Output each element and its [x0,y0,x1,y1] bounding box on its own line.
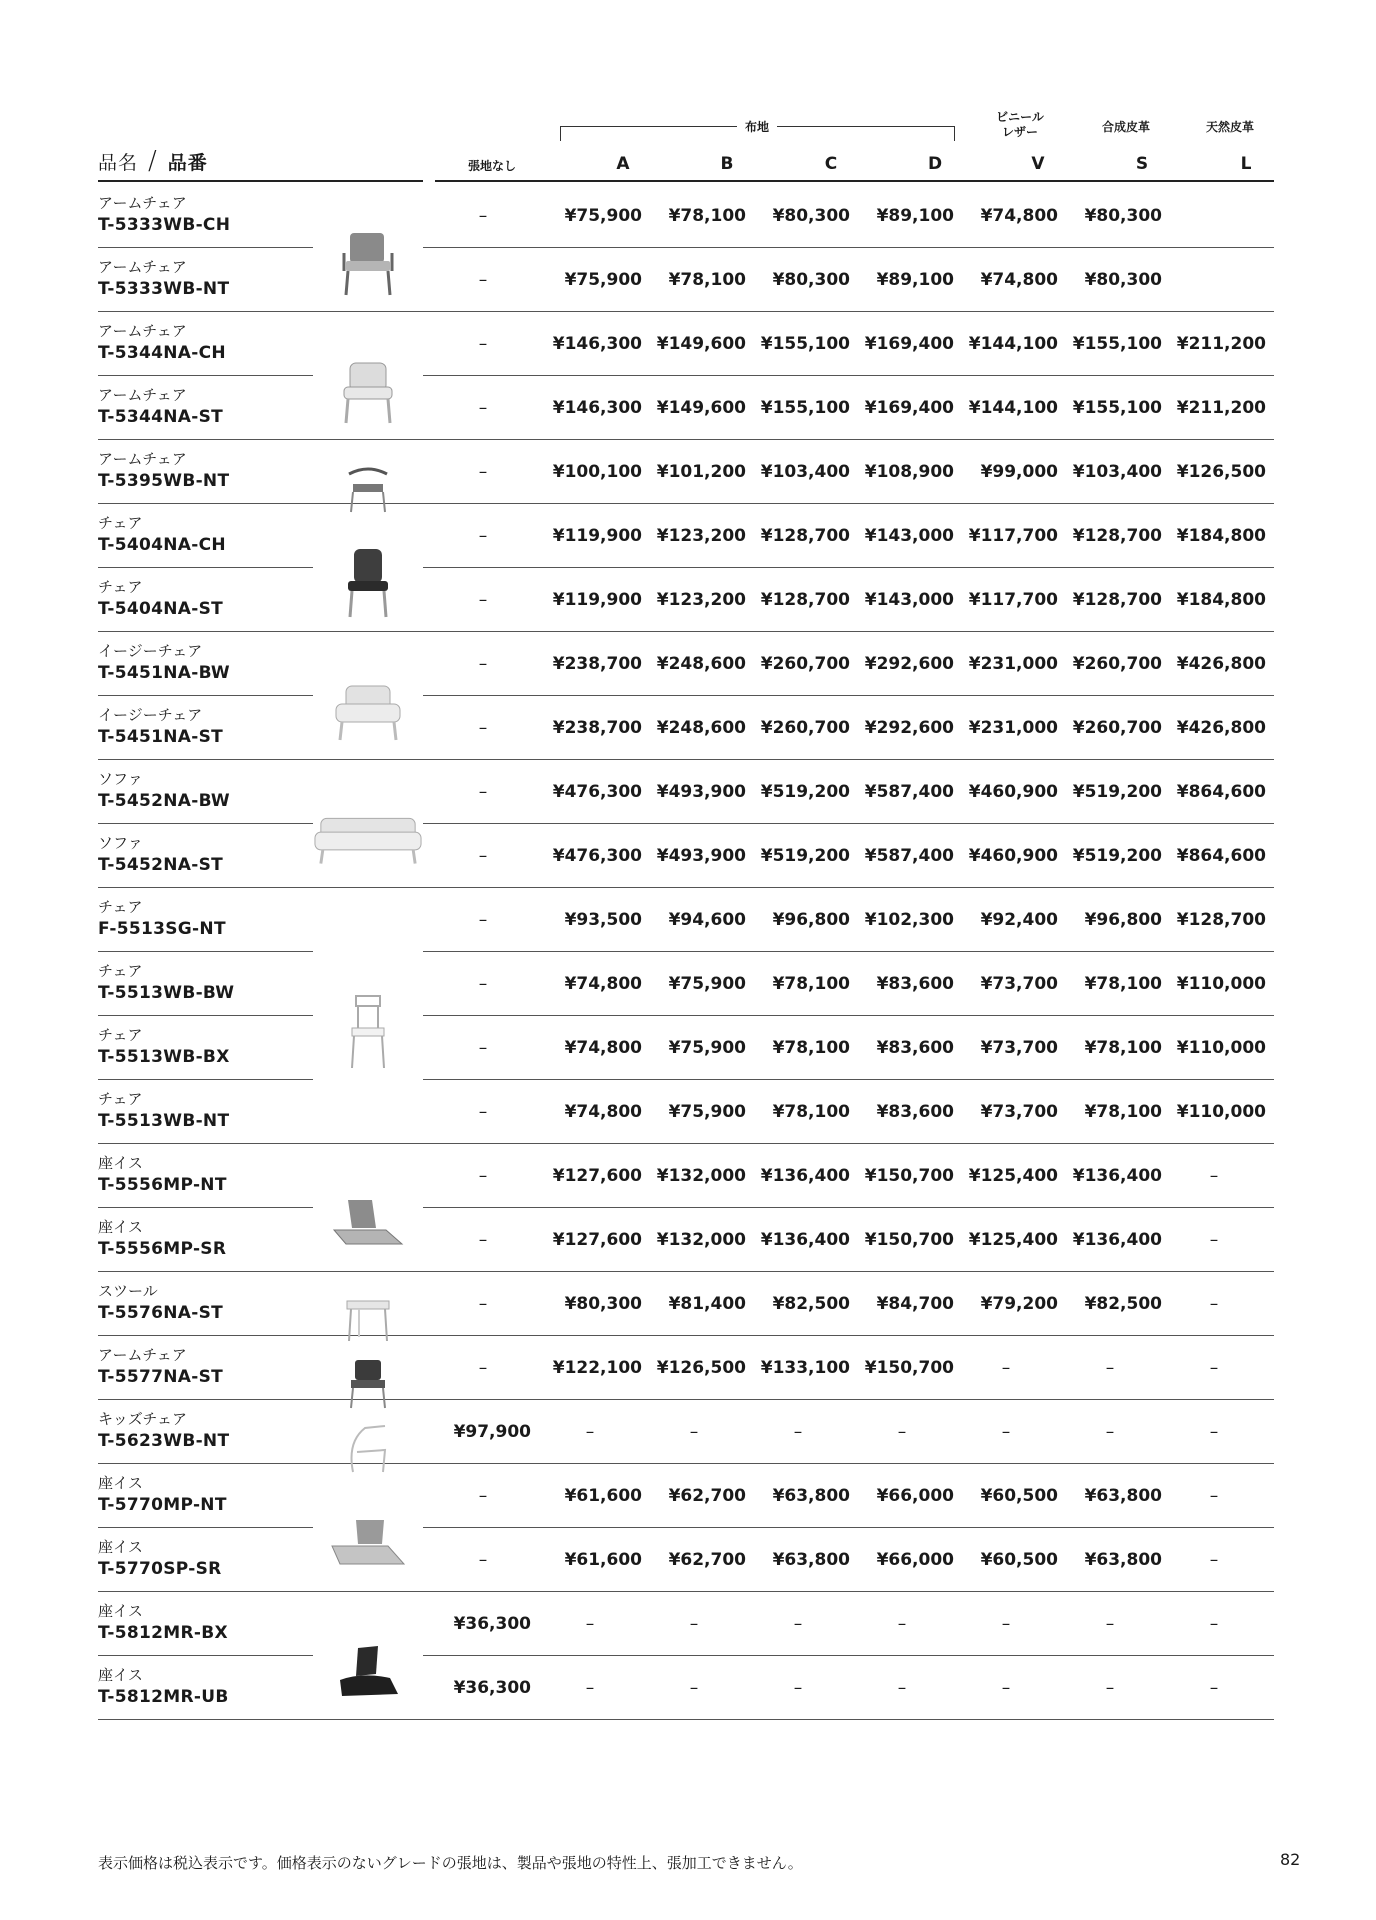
price-c: ¥63,800 [772,1550,850,1570]
price-a: ¥122,100 [552,1358,642,1378]
armchair-5344-image [313,328,423,456]
price-d: ¥83,600 [876,974,954,994]
price-l: – [1209,1422,1219,1442]
price-a: ¥80,300 [564,1294,642,1314]
easychair-5451-image [313,648,423,776]
col-none: 張地なし [467,159,516,173]
product-code: T-5576NA-ST [98,1303,224,1323]
product-kind: チェア [98,578,143,596]
page-title [98,146,208,176]
product-kind: 座イス [98,1538,143,1556]
price-none: – [478,1230,488,1250]
col-d: D [927,154,943,174]
product-code: T-5513WB-BW [98,983,235,1003]
product-code: T-5623WB-NT [98,1431,230,1451]
price-d: ¥83,600 [876,1102,954,1122]
product-kind: アームチェア [98,194,187,212]
product-code: T-5333WB-NT [98,279,230,299]
price-v: ¥125,400 [968,1166,1058,1186]
product-kind: チェア [98,1026,143,1044]
product-kind: イージーチェア [98,706,203,724]
product-kind: 座イス [98,1666,143,1684]
price-c: ¥136,400 [760,1230,850,1250]
product-code: T-5770SP-SR [98,1559,222,1579]
price-b: ¥62,700 [668,1550,746,1570]
product-kind: チェア [98,1090,143,1108]
price-none: – [478,1102,488,1122]
price-s: ¥519,200 [1072,846,1162,866]
product-kind: アームチェア [98,258,187,276]
price-c: ¥96,800 [772,910,850,930]
price-c: ¥80,300 [772,270,850,290]
price-d: ¥150,700 [864,1358,954,1378]
price-b: ¥126,500 [656,1358,746,1378]
price-l: ¥864,600 [1176,782,1266,802]
price-b: ¥81,400 [668,1294,746,1314]
price-none: – [478,1294,488,1314]
price-c: ¥82,500 [772,1294,850,1314]
price-s: ¥136,400 [1072,1230,1162,1250]
price-a: ¥75,900 [564,270,642,290]
price-b: ¥248,600 [656,654,746,674]
price-s: – [1105,1614,1115,1634]
price-s: ¥63,800 [1084,1486,1162,1506]
product-kind: 座イス [98,1218,143,1236]
price-none: – [478,1166,488,1186]
table-row [98,1080,1274,1144]
product-kind: チェア [98,962,143,980]
price-d: ¥83,600 [876,1038,954,1058]
price-s: ¥80,300 [1084,206,1162,226]
price-l: – [1209,1550,1219,1570]
product-kind: アームチェア [98,322,187,340]
price-b: ¥78,100 [668,270,746,290]
product-kind: アームチェア [98,1346,187,1364]
price-v: ¥99,000 [980,462,1058,482]
product-kind: スツール [98,1282,158,1300]
product-code: T-5452NA-ST [98,855,224,875]
name-label: 品名 [98,152,139,174]
table-row [98,440,1274,504]
product-code: T-5812MR-BX [98,1623,228,1643]
price-c: ¥78,100 [772,1102,850,1122]
table-row [98,952,1274,1016]
stool-5576-image [313,1288,423,1352]
table-row [98,312,1274,376]
price-l: – [1209,1294,1219,1314]
price-a: ¥61,600 [564,1486,642,1506]
product-kind: イージーチェア [98,642,203,660]
price-s: ¥80,300 [1084,270,1162,290]
col-s: S [1135,154,1149,174]
price-c: ¥103,400 [760,462,850,482]
price-c: ¥519,200 [760,782,850,802]
price-v: ¥73,700 [980,1102,1058,1122]
price-none: – [478,974,488,994]
price-none: – [478,718,488,738]
table-row [98,1528,1274,1592]
price-s: ¥63,800 [1084,1550,1162,1570]
price-none: – [478,270,488,290]
col-v: V [1031,154,1045,174]
product-code: T-5333WB-CH [98,215,231,235]
price-b: ¥123,200 [656,590,746,610]
col-c: C [824,154,838,174]
price-a: ¥119,900 [552,590,642,610]
price-l: ¥110,000 [1176,1102,1266,1122]
fabric-group-label: 布地 [744,120,769,134]
price-v: ¥74,800 [980,270,1058,290]
price-l: ¥864,600 [1176,846,1266,866]
table-row [98,1336,1274,1400]
price-none: – [478,910,488,930]
price-c: ¥133,100 [760,1358,850,1378]
table-row [98,1208,1274,1272]
price-b: ¥62,700 [668,1486,746,1506]
price-v: ¥74,800 [980,206,1058,226]
col-a: A [616,154,630,174]
table-row [98,568,1274,632]
price-v: – [1001,1614,1011,1634]
vinyl-group-label: ビニール レザー [996,110,1044,139]
product-kind: 座イス [98,1602,143,1620]
price-v: – [1001,1678,1011,1698]
product-kind: チェア [98,898,143,916]
table-row [98,696,1274,760]
price-b: ¥123,200 [656,526,746,546]
price-v: ¥117,700 [968,526,1058,546]
price-c: ¥136,400 [760,1166,850,1186]
product-code: T-5344NA-CH [98,343,226,363]
price-none: ¥36,300 [453,1614,531,1634]
price-c: ¥155,100 [760,334,850,354]
price-v: ¥231,000 [968,718,1058,738]
price-a: – [585,1422,595,1442]
price-a: ¥476,300 [552,782,642,802]
price-d: – [897,1678,907,1698]
table-row [98,1400,1274,1464]
armchair-5395-image [313,456,423,520]
price-d: ¥150,700 [864,1166,954,1186]
product-code: T-5452NA-BW [98,791,230,811]
price-d: ¥150,700 [864,1230,954,1250]
price-s: ¥96,800 [1084,910,1162,930]
table-row [98,1464,1274,1528]
col-l: L [1240,154,1252,174]
price-d: ¥108,900 [864,462,954,482]
price-d: ¥143,000 [864,590,954,610]
price-d: ¥587,400 [864,846,954,866]
table-row [98,1592,1274,1656]
product-code: T-5404NA-CH [98,535,226,555]
price-b: ¥149,600 [656,398,746,418]
price-c: ¥80,300 [772,206,850,226]
price-s: ¥128,700 [1072,590,1162,610]
price-l: ¥126,500 [1176,462,1266,482]
table-row [98,248,1274,312]
armchair-5333-image [313,200,423,328]
price-v: ¥73,700 [980,974,1058,994]
price-l: – [1209,1614,1219,1634]
kids-chair-5623-image [313,1416,423,1480]
price-b: – [689,1614,699,1634]
price-none: – [478,1486,488,1506]
price-a: ¥100,100 [552,462,642,482]
price-s: – [1105,1678,1115,1698]
price-b: ¥149,600 [656,334,746,354]
price-none: – [478,334,488,354]
price-none: – [478,1550,488,1570]
price-b: ¥132,000 [656,1166,746,1186]
price-l: – [1209,1486,1219,1506]
price-l: ¥211,200 [1176,398,1266,418]
product-code: T-5344NA-ST [98,407,224,427]
col-b: B [720,154,734,174]
price-a: – [585,1678,595,1698]
price-d: ¥587,400 [864,782,954,802]
product-kind: ソファ [98,770,143,788]
price-l: – [1209,1230,1219,1250]
table-row [98,632,1274,696]
product-kind: アームチェア [98,386,187,404]
price-a: ¥476,300 [552,846,642,866]
price-a: ¥61,600 [564,1550,642,1570]
price-c: ¥128,700 [760,526,850,546]
floor-chair-5812-image [313,1608,423,1736]
price-d: ¥66,000 [876,1550,954,1570]
price-c: ¥78,100 [772,974,850,994]
price-b: ¥75,900 [668,1102,746,1122]
price-b: ¥132,000 [656,1230,746,1250]
price-l: ¥211,200 [1176,334,1266,354]
product-code: T-5513WB-NT [98,1111,230,1131]
price-d: ¥169,400 [864,398,954,418]
price-l: ¥426,800 [1176,718,1266,738]
product-code: T-5812MR-UB [98,1687,229,1707]
price-none: – [478,654,488,674]
price-l: ¥184,800 [1176,590,1266,610]
price-none: ¥36,300 [453,1678,531,1698]
price-none: – [478,1358,488,1378]
price-c: ¥260,700 [760,654,850,674]
product-code: T-5556MP-NT [98,1175,227,1195]
price-d: ¥89,100 [876,270,954,290]
row-divider [98,1719,1274,1720]
price-l: ¥184,800 [1176,526,1266,546]
price-none: – [478,846,488,866]
price-d: ¥169,400 [864,334,954,354]
price-b: – [689,1422,699,1442]
floor-chair-5556-image [313,1160,423,1288]
price-a: ¥74,800 [564,1102,642,1122]
price-d: ¥66,000 [876,1486,954,1506]
price-s: ¥78,100 [1084,1102,1162,1122]
table-row [98,1272,1274,1336]
price-s: ¥78,100 [1084,974,1162,994]
price-d: ¥143,000 [864,526,954,546]
price-b: ¥75,900 [668,974,746,994]
price-none: – [478,206,488,226]
price-none: – [478,782,488,802]
price-c: ¥63,800 [772,1486,850,1506]
price-a: – [585,1614,595,1634]
price-d: ¥102,300 [864,910,954,930]
price-c: ¥260,700 [760,718,850,738]
table-row [98,1656,1274,1720]
synthetic-group-label: 合成皮革 [1101,120,1150,134]
price-c: ¥519,200 [760,846,850,866]
code-label: 品番 [167,152,208,174]
price-v: ¥117,700 [968,590,1058,610]
price-b: ¥101,200 [656,462,746,482]
price-b: ¥75,900 [668,1038,746,1058]
price-s: ¥155,100 [1072,398,1162,418]
price-a: ¥238,700 [552,718,642,738]
price-a: ¥238,700 [552,654,642,674]
product-code: T-5556MP-SR [98,1239,227,1259]
price-none: – [478,398,488,418]
price-a: ¥127,600 [552,1166,642,1186]
price-d: ¥292,600 [864,718,954,738]
price-a: ¥119,900 [552,526,642,546]
natural-group-label: 天然皮革 [1205,120,1254,134]
price-d: ¥292,600 [864,654,954,674]
price-a: ¥146,300 [552,398,642,418]
product-code: F-5513SG-NT [98,919,226,939]
product-code: T-5451NA-ST [98,727,224,747]
price-s: ¥519,200 [1072,782,1162,802]
price-v: ¥60,500 [980,1486,1058,1506]
price-c: ¥128,700 [760,590,850,610]
price-s: ¥260,700 [1072,654,1162,674]
price-s: ¥82,500 [1084,1294,1162,1314]
price-v: ¥144,100 [968,334,1058,354]
price-l: – [1209,1358,1219,1378]
product-kind: チェア [98,514,143,532]
price-v: ¥144,100 [968,398,1058,418]
table-row [98,1144,1274,1208]
price-none: – [478,590,488,610]
chair-5404-image [313,520,423,648]
product-code: T-5395WB-NT [98,471,230,491]
chair-5513-image [313,904,423,1160]
price-l: ¥110,000 [1176,974,1266,994]
price-b: ¥78,100 [668,206,746,226]
price-l: ¥426,800 [1176,654,1266,674]
price-b: ¥248,600 [656,718,746,738]
price-v: ¥460,900 [968,782,1058,802]
price-s: ¥78,100 [1084,1038,1162,1058]
price-s: – [1105,1422,1115,1442]
price-b: – [689,1678,699,1698]
price-c: – [793,1678,803,1698]
product-kind: 座イス [98,1154,143,1172]
price-v: ¥73,700 [980,1038,1058,1058]
price-v: ¥460,900 [968,846,1058,866]
price-s: – [1105,1358,1115,1378]
price-l: – [1209,1678,1219,1698]
product-kind: アームチェア [98,450,187,468]
price-v: – [1001,1358,1011,1378]
product-code: T-5451NA-BW [98,663,230,683]
footer-note: 表示価格は税込表示です。価格表示のないグレードの張地は、製品や張地の特性上、張加工できません。 [98,1854,803,1872]
table-row [98,760,1274,824]
page-number: 82 [1280,1850,1301,1869]
table-row [98,824,1274,888]
price-v: ¥79,200 [980,1294,1058,1314]
product-kind: ソファ [98,834,143,852]
price-c: ¥155,100 [760,398,850,418]
title-separator: / [148,146,158,176]
price-a: ¥93,500 [564,910,642,930]
table-row [98,1016,1274,1080]
price-none: – [478,462,488,482]
price-l: – [1209,1166,1219,1186]
price-b: ¥94,600 [668,910,746,930]
table-row [98,504,1274,568]
price-s: ¥155,100 [1072,334,1162,354]
price-a: ¥75,900 [564,206,642,226]
price-a: ¥127,600 [552,1230,642,1250]
price-s: ¥136,400 [1072,1166,1162,1186]
price-d: ¥84,700 [876,1294,954,1314]
product-kind: キッズチェア [98,1410,187,1428]
price-d: – [897,1422,907,1442]
price-s: ¥103,400 [1072,462,1162,482]
price-v: ¥231,000 [968,654,1058,674]
price-v: ¥92,400 [980,910,1058,930]
price-a: ¥74,800 [564,1038,642,1058]
price-none: – [478,526,488,546]
price-s: ¥260,700 [1072,718,1162,738]
product-code: T-5577NA-ST [98,1367,224,1387]
price-none: – [478,1038,488,1058]
price-b: ¥493,900 [656,846,746,866]
product-code: T-5513WB-BX [98,1047,230,1067]
table-row [98,184,1274,248]
price-v: ¥125,400 [968,1230,1058,1250]
price-a: ¥74,800 [564,974,642,994]
price-c: – [793,1614,803,1634]
armchair-5577-image [313,1352,423,1416]
price-v: ¥60,500 [980,1550,1058,1570]
floor-chair-5770-image [313,1480,423,1608]
price-s: ¥128,700 [1072,526,1162,546]
table-row [98,376,1274,440]
price-a: ¥146,300 [552,334,642,354]
price-c: ¥78,100 [772,1038,850,1058]
product-code: T-5404NA-ST [98,599,224,619]
product-code: T-5770MP-NT [98,1495,227,1515]
product-kind: 座イス [98,1474,143,1492]
price-d: – [897,1614,907,1634]
sofa-5452-image [313,776,423,904]
table-row [98,888,1274,952]
price-l: ¥128,700 [1176,910,1266,930]
table-header [98,0,1274,182]
price-none: ¥97,900 [453,1422,531,1442]
header-rule [98,180,1274,182]
price-c: – [793,1422,803,1442]
price-v: – [1001,1422,1011,1442]
price-l: ¥110,000 [1176,1038,1266,1058]
price-d: ¥89,100 [876,206,954,226]
price-b: ¥493,900 [656,782,746,802]
